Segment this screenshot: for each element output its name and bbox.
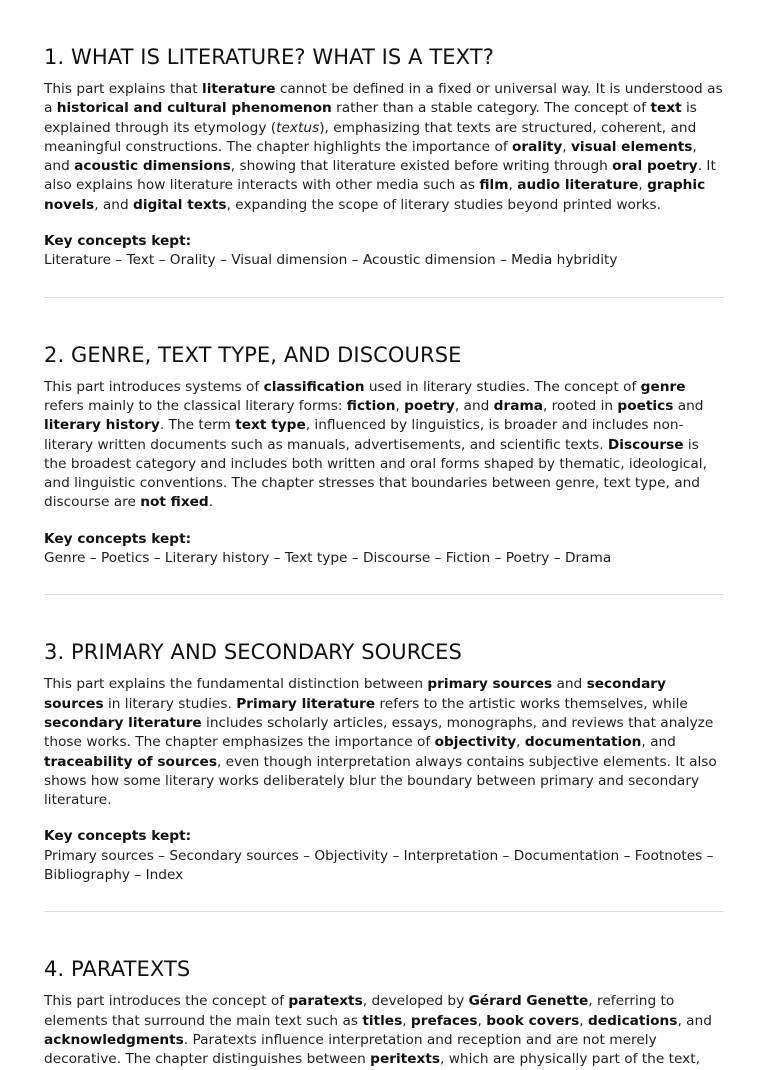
body-text: , and: [677, 1012, 712, 1029]
emphasis-term: Discourse: [607, 436, 684, 453]
key-concepts-label: Key concepts kept:: [44, 530, 192, 547]
body-text: , rooted in: [542, 397, 618, 414]
body-text: rather than a stable category. The concept of: [331, 100, 651, 117]
body-text: , expanding the scope of literary studies beyond printed works.: [226, 196, 661, 213]
emphasis-term: literary history: [44, 417, 160, 434]
key-concepts: [44, 232, 724, 271]
emphasis-term: secondary literature: [44, 714, 202, 731]
emphasis-term: objectivity: [434, 734, 517, 751]
body-text: . Paratexts influence interpretation and reception and are not merely decorative. The chapter distinguishes between: [44, 1031, 657, 1068]
section-body: [44, 675, 724, 810]
emphasis-term: classification: [263, 378, 365, 395]
body-text: used in literary studies. The concept of: [364, 378, 641, 395]
section-body: [44, 80, 724, 215]
body-text: refers to the artistic works themselves, while: [375, 695, 688, 712]
emphasis-term: peritexts: [370, 1051, 441, 1068]
body-text: , and: [94, 196, 134, 213]
key-concepts-list: Genre – Poetics – Literary history – Text type – Discourse – Fiction – Poetry – Drama: [44, 550, 612, 567]
body-text: , and: [641, 734, 676, 751]
body-text: , referring to elements that surround the main text such as: [44, 993, 675, 1029]
emphasis-term: digital texts: [133, 196, 227, 213]
emphasis-term: prefaces: [410, 1012, 478, 1029]
emphasis-term: documentation: [524, 734, 642, 751]
section-3: [44, 595, 724, 912]
body-text: includes scholarly articles, essays, monographs, and reviews that analyze those works. The chapter emphasizes the importance of: [44, 714, 714, 751]
emphasis-term: acknowledgments: [44, 1031, 184, 1048]
body-text: cannot be defined in a fixed or universal way. It is understood as a: [44, 81, 723, 117]
body-text: This part explains the fundamental distinction between: [44, 676, 428, 693]
body-text: , influenced by linguistics, is broader and includes non-literary written documents such as manuals, advertisements, and scientific texts.: [44, 417, 684, 453]
body-text: , showing that literature existed before writing through: [230, 158, 613, 175]
italic-term: textus: [276, 119, 320, 136]
key-concepts-list: Primary sources – Secondary sources – Objectivity – Interpretation – Documentation – Footnotes – Bibliography – Index: [44, 847, 714, 884]
body-text: ,: [508, 177, 518, 194]
body-text: ,: [395, 397, 405, 414]
body-text: , and: [44, 138, 697, 175]
emphasis-term: visual elements: [570, 138, 693, 155]
emphasis-term: text: [650, 100, 682, 117]
emphasis-term: oral poetry: [612, 158, 698, 175]
section-4: [44, 912, 724, 1069]
body-text: and: [673, 397, 704, 414]
body-text: , developed by: [362, 993, 469, 1010]
body-text: ,: [638, 177, 648, 194]
section-body: [44, 992, 724, 1069]
emphasis-term: Primary literature: [236, 695, 376, 712]
key-concepts-list: Literature – Text – Orality – Visual dimension – Acoustic dimension – Media hybridity: [44, 252, 618, 269]
body-text: ,: [402, 1012, 411, 1029]
emphasis-term: film: [479, 177, 509, 194]
body-text: ,: [579, 1012, 588, 1029]
emphasis-term: paratexts: [288, 993, 363, 1010]
body-text: ,: [516, 734, 525, 751]
emphasis-term: titles: [362, 1012, 403, 1029]
body-text: in literary studies.: [103, 695, 237, 712]
body-text: This part introduces systems of: [44, 378, 264, 395]
section-heading: 1. WHAT IS LITERATURE? WHAT IS A TEXT?: [44, 45, 494, 69]
body-text: This part introduces the concept of: [44, 993, 289, 1010]
body-text: ), emphasizing that texts are structured, coherent, and meaningful constructions. The chapter highlights the importance of: [44, 119, 697, 155]
emphasis-term: text type: [235, 417, 306, 434]
body-text: refers mainly to the classical literary forms:: [44, 397, 347, 414]
emphasis-term: fiction: [346, 397, 396, 414]
emphasis-term: not fixed: [140, 494, 209, 511]
body-text: ,: [562, 138, 571, 155]
body-text: , even though interpretation always contains subjective elements. It also shows how some literary works deliberately blur the boundary between primary and secondary literature.: [44, 753, 717, 809]
key-concepts: [44, 827, 724, 885]
emphasis-term: Gérard Genette: [468, 993, 589, 1010]
emphasis-term: drama: [493, 397, 543, 414]
key-concepts-label: Key concepts kept:: [44, 828, 192, 845]
emphasis-term: acoustic dimensions: [74, 158, 231, 175]
emphasis-term: poetry: [404, 397, 455, 414]
body-text: . The term: [159, 417, 236, 434]
emphasis-term: graphic novels: [44, 177, 706, 213]
emphasis-term: book covers: [486, 1012, 580, 1029]
emphasis-term: orality: [512, 138, 563, 155]
emphasis-term: primary sources: [427, 676, 553, 693]
key-concepts-label: Key concepts kept:: [44, 233, 192, 250]
emphasis-term: literature: [202, 81, 276, 97]
emphasis-term: genre: [640, 378, 686, 395]
emphasis-term: poetics: [617, 397, 674, 414]
emphasis-term: secondary sources: [44, 676, 666, 712]
body-text: , which are physically part of the text,: [440, 1051, 700, 1068]
body-text: , and: [454, 397, 494, 414]
section-2: [44, 298, 724, 596]
section-1: [44, 0, 724, 298]
emphasis-term: historical and cultural phenomenon: [56, 100, 332, 117]
body-text: is explained through its etymology (: [44, 100, 697, 136]
section-body: [44, 378, 724, 513]
body-text: . It also explains how literature interacts with other media such as: [44, 158, 716, 194]
body-text: and: [552, 676, 587, 693]
body-text: .: [208, 494, 214, 511]
section-heading: 2. GENRE, TEXT TYPE, AND DISCOURSE: [44, 342, 462, 367]
section-heading: 3. PRIMARY AND SECONDARY SOURCES: [44, 640, 462, 665]
key-concepts: [44, 530, 724, 569]
body-text: is the broadest category and includes both written and oral forms shaped by thematic, ideological, and linguistic conventions. The chapter stresses that boundaries between genre, text type, and discourse are: [44, 436, 707, 511]
section-heading: 4. PARATEXTS: [44, 957, 191, 982]
body-text: This part explains that: [44, 81, 203, 97]
emphasis-term: audio literature: [517, 177, 639, 194]
emphasis-term: traceability of sources: [44, 753, 217, 770]
emphasis-term: dedications: [588, 1012, 678, 1029]
body-text: ,: [477, 1012, 487, 1029]
